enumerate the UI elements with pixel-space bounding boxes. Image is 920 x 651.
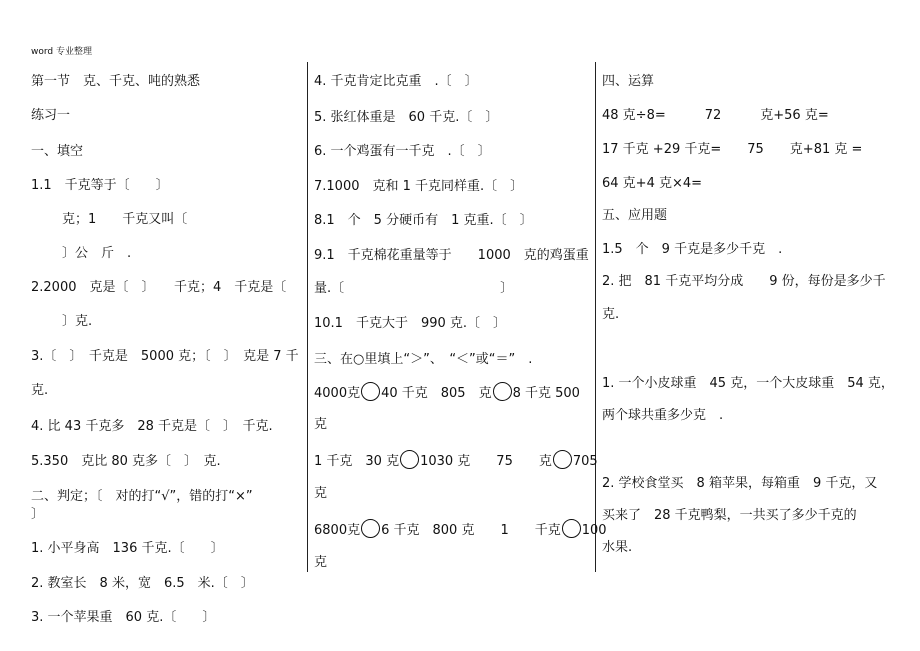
problem-line: 水果. xyxy=(602,540,633,555)
part-heading: 二、判定；〔 对的打“√”，错的打“×” xyxy=(31,489,253,504)
question-line: 5. 张红体重是 60 千克.〔 〕 xyxy=(314,110,499,125)
question-line: 7.1000 克和 1 千克同样重.〔 〕 xyxy=(314,179,524,194)
compare-circle[interactable] xyxy=(562,519,581,538)
question-line: 3. 一个苹果重 60 克.〔 〕 xyxy=(31,610,216,625)
problem-line: 1. 一个小皮球重 45 克，一个大皮球重 54 克， xyxy=(602,376,894,391)
compare-circle[interactable] xyxy=(400,450,419,469)
compare-row: 6800克 6 千克 800 克 1 千克 100 xyxy=(314,519,607,538)
problem-line: 2. 把 81 千克平均分成 9 份，每份是多少千 xyxy=(602,274,886,289)
question-line: 4. 比 43 千克多 28 千克是〔 〕 千克. xyxy=(31,419,273,434)
problem-line: 买来了 28 千克鸭梨，一共买了多少千克的 xyxy=(602,508,857,523)
question-line: 〕克. xyxy=(62,314,93,329)
question-line: 6. 一个鸡蛋有一千克 .〔 〕 xyxy=(314,144,491,159)
question-line: 2.2000 克是〔 〕 千克；4 千克是〔 xyxy=(31,280,287,295)
calc-line: 48 克÷8= 72 克+56 克= xyxy=(602,108,829,123)
column-divider xyxy=(307,62,308,572)
unit-label: 克 xyxy=(314,555,328,570)
problem-line: 2. 学校食堂买 8 箱苹果，每箱重 9 千克，又 xyxy=(602,476,878,491)
problem-line: 两个球共重多少克 . xyxy=(602,408,724,423)
question-line: 〕 xyxy=(31,507,45,522)
unit-label: 克 xyxy=(314,486,328,501)
question-line: 10.1 千克大于 990 克.〔 〕 xyxy=(314,316,507,331)
compare-circle[interactable] xyxy=(493,382,512,401)
question-line: 1.1 千克等于〔 〕 xyxy=(31,178,169,193)
part-heading: 一、填空 xyxy=(31,144,84,159)
question-line: 3.〔 〕 千克是 5000 克；〔 〕 克是 7 千 xyxy=(31,349,299,364)
part-heading: 四、运算 xyxy=(602,74,655,89)
question-line: 9.1 千克棉花重量等于 1000 克的鸡蛋重 xyxy=(314,248,589,263)
question-line: 1. 小平身高 136 千克.〔 〕 xyxy=(31,541,224,556)
compare-circle[interactable] xyxy=(553,450,572,469)
question-line: 量.〔 〕 xyxy=(314,281,514,296)
problem-line: 克. xyxy=(602,307,620,322)
part-heading: 三、在○里填上“＞”、 “＜”或“＝” . xyxy=(314,352,533,367)
question-line: 8.1 个 5 分硬币有 1 克重.〔 〕 xyxy=(314,213,533,228)
section-title: 第一节 克、千克、吨的熟悉 xyxy=(31,74,201,89)
question-line: 5.350 克比 80 克多〔 〕 克. xyxy=(31,454,221,469)
compare-circle[interactable] xyxy=(361,519,380,538)
question-line: 克；1 千克又叫〔 xyxy=(62,212,188,227)
question-line: 克. xyxy=(31,383,49,398)
column-divider xyxy=(595,62,596,572)
calc-line: 64 克+4 克×4= xyxy=(602,176,703,191)
question-line: 2. 教室长 8 米，宽 6.5 米.〔 〕 xyxy=(31,576,254,591)
question-line: 4. 千克肯定比克重 .〔 〕 xyxy=(314,74,478,89)
compare-row: 4000克 40 千克 805 克 8 千克 500 xyxy=(314,382,580,401)
exercise-title: 练习一 xyxy=(31,108,71,123)
unit-label: 克 xyxy=(314,417,328,432)
compare-circle[interactable] xyxy=(361,382,380,401)
compare-row: 1 千克 30 克 1030 克 75 克 705 xyxy=(314,450,598,469)
part-heading: 五、应用题 xyxy=(602,208,668,223)
page-header: word 专业整理 xyxy=(31,47,92,57)
calc-line: 17 千克 +29 千克= 75 克+81 克 = xyxy=(602,142,863,157)
problem-line: 1.5 个 9 千克是多少千克 . xyxy=(602,242,783,257)
question-line: 〕公 斤 . xyxy=(62,246,132,261)
